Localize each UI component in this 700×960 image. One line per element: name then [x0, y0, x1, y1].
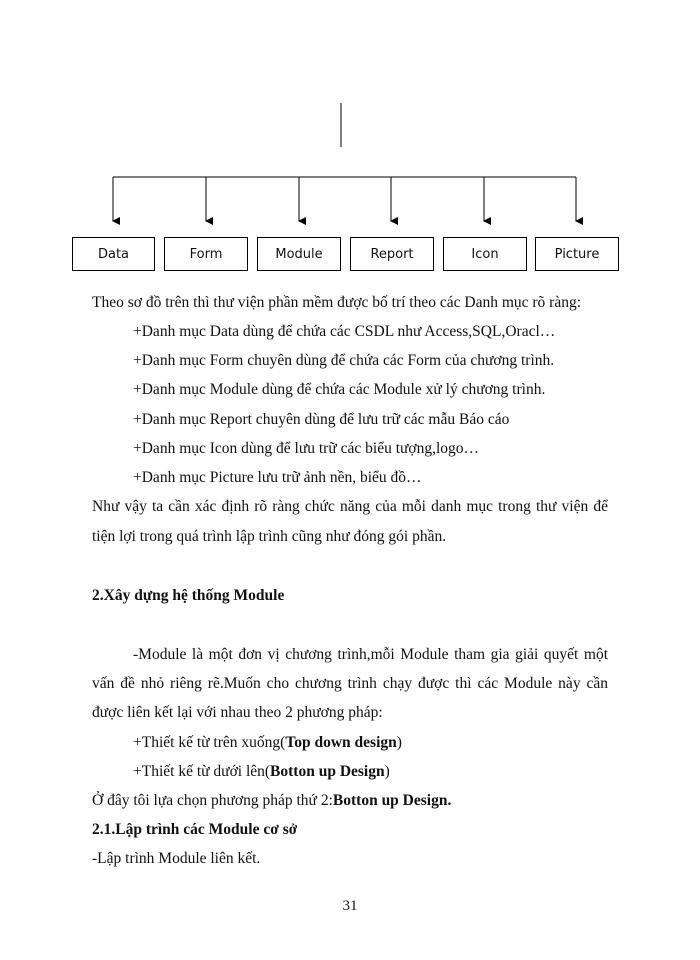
box-data: Data — [72, 237, 155, 271]
list-item-icon: +Danh mục Icon dùng để lưu trữ các biểu tượng,logo… — [133, 440, 480, 457]
method-1-prefix: +Thiết kế từ trên xuống( — [133, 734, 286, 751]
method-1-suffix: ) — [396, 734, 402, 751]
method-bottom-up — [133, 762, 390, 782]
choice-name: Botton up Design. — [332, 792, 452, 809]
paragraph-2-line-2: tiện lợi trong quá trình lập trình cũng như đóng gói phần. — [92, 528, 447, 545]
box-icon: Icon — [443, 237, 527, 271]
page-number: 31 — [342, 898, 358, 914]
section-heading: 2.Xây dựng hệ thống Module — [92, 587, 285, 604]
choice-prefix: Ở đây tôi lựa chọn phương pháp thứ 2: — [92, 792, 333, 809]
paragraph-3-line-2: vấn đề nhỏ riêng rẽ.Muốn cho chương trình chạy được thì các Module này cần — [92, 675, 608, 692]
method-top-down — [133, 733, 402, 753]
paragraph-2-line-1: Như vậy ta cần xác định rõ ràng chức năng của mỗi danh mục trong thư viện để — [92, 498, 608, 515]
method-2-prefix: +Thiết kế từ dưới lên( — [133, 763, 271, 780]
list-item-picture: +Danh mục Picture lưu trữ ảnh nền, biểu đồ… — [133, 469, 422, 486]
library-structure-diagram — [0, 0, 700, 280]
list-item-module: +Danh mục Module dùng để chứa các Module xử lý chương trình. — [133, 381, 546, 398]
method-2-suffix: ) — [384, 763, 390, 780]
paragraph-3-line-1: -Module là một đơn vị chương trình,mỗi Module tham gia giải quyết một — [133, 646, 608, 663]
box-form: Form — [164, 237, 248, 271]
list-item-form: +Danh mục Form chuyên dùng để chứa các Form của chương trình. — [133, 352, 555, 369]
box-picture: Picture — [535, 237, 619, 271]
method-choice — [92, 791, 451, 811]
subsection-heading: 2.1.Lập trình các Module cơ sở — [92, 821, 298, 838]
box-report: Report — [350, 237, 434, 271]
last-line: -Lập trình Module liên kết. — [92, 850, 261, 867]
paragraph-3-line-3: được liên kết lại với nhau theo 2 phương pháp: — [92, 704, 383, 721]
method-2-name: Botton up Design — [270, 763, 385, 780]
box-module: Module — [257, 237, 341, 271]
list-item-report: +Danh mục Report chuyên dùng để lưu trữ các mẫu Báo cáo — [133, 411, 510, 428]
method-1-name: Top down design — [285, 734, 397, 751]
intro-paragraph: Theo sơ đồ trên thì thư viện phần mềm được bố trí theo các Danh mục rõ ràng: — [92, 294, 582, 311]
list-item-data: +Danh mục Data dùng để chứa các CSDL như Access,SQL,Oracl… — [133, 323, 556, 340]
